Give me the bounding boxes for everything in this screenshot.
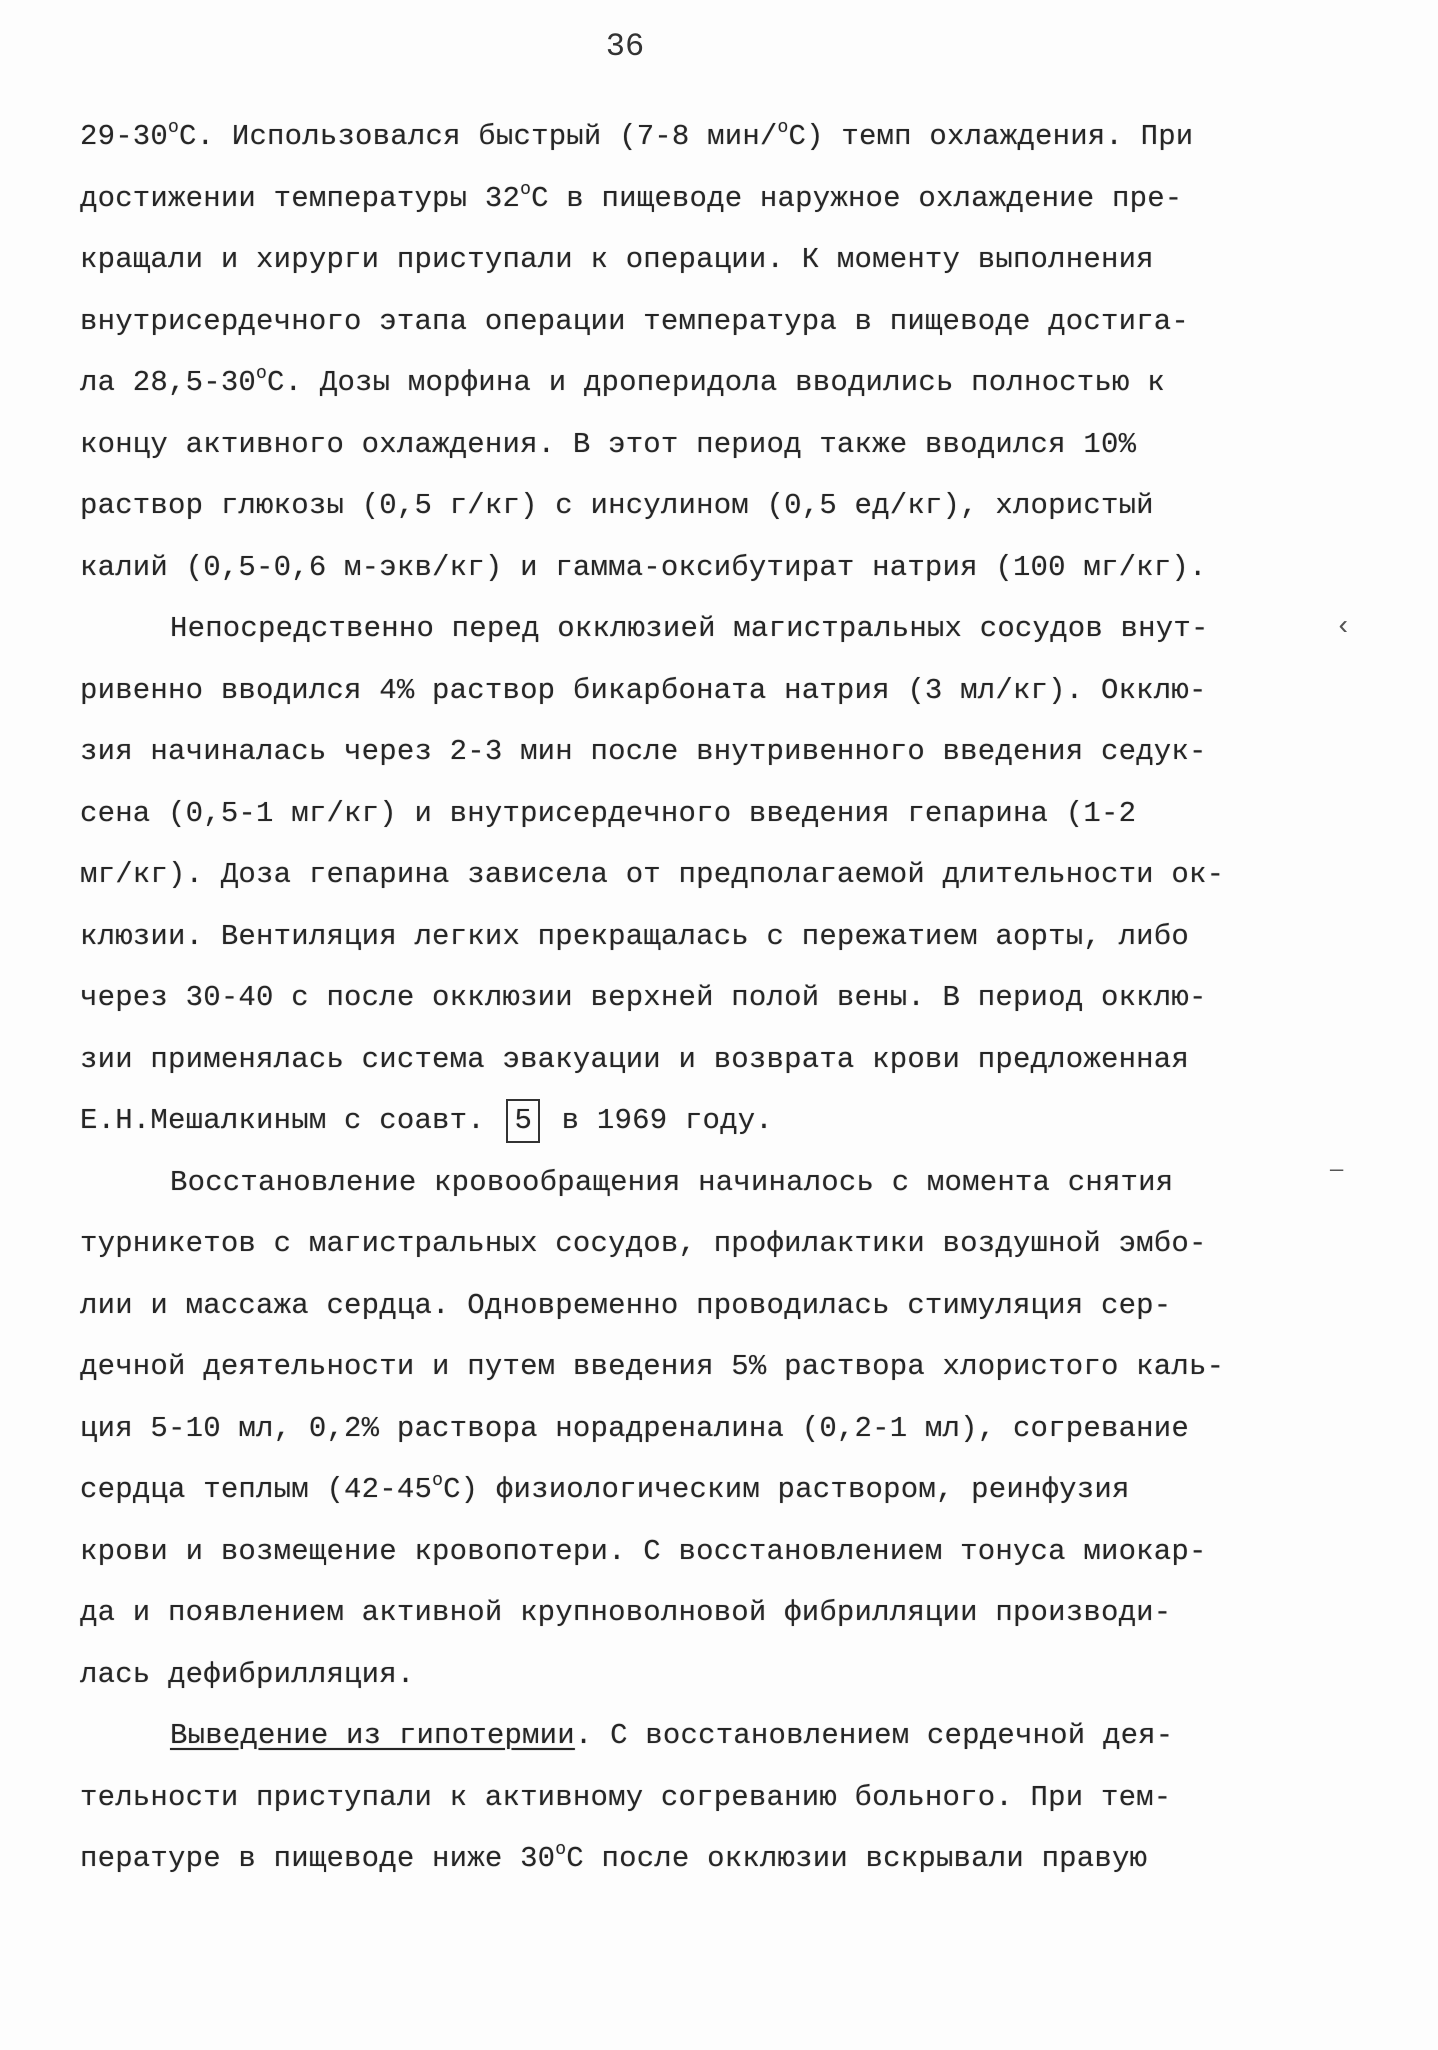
text-line (80, 1767, 1350, 1829)
body-text (80, 106, 1350, 1890)
superscript: о (168, 118, 180, 138)
text-line (80, 1275, 1350, 1337)
text-segment: калий (0,5-0,6 м-экв/кг) и гамма-оксибутират натрия (100 мг/кг). (80, 550, 1207, 584)
text-segment: С) физиологическим раствором, реинфузия (443, 1473, 1130, 1506)
text-segment: концу активного охлаждения. В этот период также вводился 10% (80, 427, 1137, 461)
superscript: о (520, 179, 532, 200)
text-segment: сена (0,5-1 мг/кг) и внутрисердечного введения гепарина (1-2 (80, 796, 1137, 830)
text-segment: лии и массажа сердца. Одновременно проводилась стимуляция сер- (80, 1288, 1172, 1322)
text-line (80, 1644, 1350, 1706)
text-line (80, 1459, 1350, 1521)
text-line (80, 1029, 1350, 1091)
text-line (80, 1213, 1350, 1275)
text-segment: раствор глюкозы (0,5 г/кг) с инсулином (0,5 ед/кг), хлористый (80, 489, 1154, 522)
text-segment: крови и возмещение кровопотери. С восстановлением тонуса миокар- (80, 1534, 1207, 1568)
text-segment: ция 5-10 мл, 0,2% раствора норадреналина (0,2-1 мл), согревание (80, 1411, 1189, 1445)
superscript: о (555, 1840, 567, 1860)
text-line (80, 1828, 1350, 1890)
text-segment: мг/кг). Доза гепарина зависела от предполагаемой длительности ок- (80, 858, 1225, 891)
text-line (80, 475, 1350, 537)
text-segment: турникетов с магистральных сосудов, профилактики воздушной эмбо- (80, 1227, 1207, 1260)
text-segment: ла 28,5-30 (80, 366, 257, 399)
text-line (80, 229, 1350, 291)
text-line (80, 537, 1350, 599)
text-line (80, 721, 1350, 783)
text-line (80, 1152, 1350, 1214)
text-line (80, 598, 1350, 660)
text-segment: 29-30 (80, 120, 169, 153)
text-segment: Е.Н.Мешалкиным с соавт. (80, 1104, 503, 1137)
text-segment: тельности приступали к активному согреванию больного. При тем- (80, 1780, 1172, 1814)
text-segment: достижении температуры 32 (80, 181, 521, 215)
text-segment: через 30-40 с после окклюзии верхней полой вены. В период окклю- (80, 981, 1207, 1014)
text-line (80, 967, 1350, 1029)
text-line (80, 660, 1350, 722)
page-number: 36 (605, 28, 645, 65)
text-segment: Выведение из гипотермии (170, 1719, 575, 1752)
margin-mark: ‹ (1335, 612, 1352, 643)
text-segment: С. Использовался быстрый (7-8 мин/ (179, 120, 778, 153)
text-segment: С) темп охлаждения. При (788, 120, 1194, 153)
text-segment: зия начиналась через 2-3 мин после внутривенного введения седук- (80, 735, 1207, 768)
text-segment: . С восстановлением сердечной дея- (574, 1719, 1174, 1752)
text-line (80, 783, 1350, 845)
text-line (80, 168, 1350, 230)
text-line (80, 906, 1350, 968)
citation-ref: 5 (506, 1099, 540, 1143)
text-line (80, 1582, 1350, 1644)
text-segment: Восстановление кровообращения начиналось с момента снятия (170, 1165, 1174, 1199)
text-line (80, 844, 1350, 906)
text-segment: сердца теплым (42-45 (80, 1473, 433, 1506)
margin-mark: — (1330, 1158, 1344, 1183)
text-line (80, 1398, 1350, 1460)
text-segment: пературе в пищеводе ниже 30 (80, 1842, 556, 1875)
text-segment: клюзии. Вентиляция легких прекращалась с пережатием аорты, либо (80, 919, 1189, 953)
text-segment: ривенно вводился 4% раствор бикарбоната натрия (3 мл/кг). Окклю- (80, 673, 1207, 707)
text-segment: С в пищеводе наружное охлаждение пре- (531, 181, 1183, 215)
superscript: о (777, 118, 789, 138)
text-line (80, 1090, 1350, 1152)
text-segment: в 1969 году. (544, 1104, 773, 1137)
text-line (80, 414, 1350, 476)
text-line (80, 352, 1350, 414)
text-line (80, 1521, 1350, 1583)
text-segment: да и появлением активной крупноволновой фибрилляции производи- (80, 1596, 1172, 1629)
superscript: о (256, 364, 268, 384)
text-segment: внутрисердечного этапа операции температура в пищеводе достига- (80, 304, 1189, 338)
text-segment: зии применялась система эвакуации и возврата крови предложенная (80, 1042, 1189, 1076)
text-segment: Непосредственно перед окклюзией магистральных сосудов внут- (170, 612, 1209, 645)
text-line (80, 291, 1350, 353)
superscript: о (432, 1471, 444, 1491)
text-line (80, 1336, 1350, 1398)
text-segment: С. Дозы морфина и дроперидола вводились полностью к (267, 366, 1165, 399)
text-line (80, 106, 1350, 168)
text-segment: лась дефибрилляция. (80, 1657, 415, 1691)
text-segment: дечной деятельности и путем введения 5% раствора хлористого каль- (80, 1350, 1225, 1383)
text-segment: кращали и хирурги приступали к операции. К моменту выполнения (80, 243, 1154, 276)
text-segment: С после окклюзии вскрывали правую (566, 1842, 1148, 1875)
text-line (80, 1705, 1350, 1767)
